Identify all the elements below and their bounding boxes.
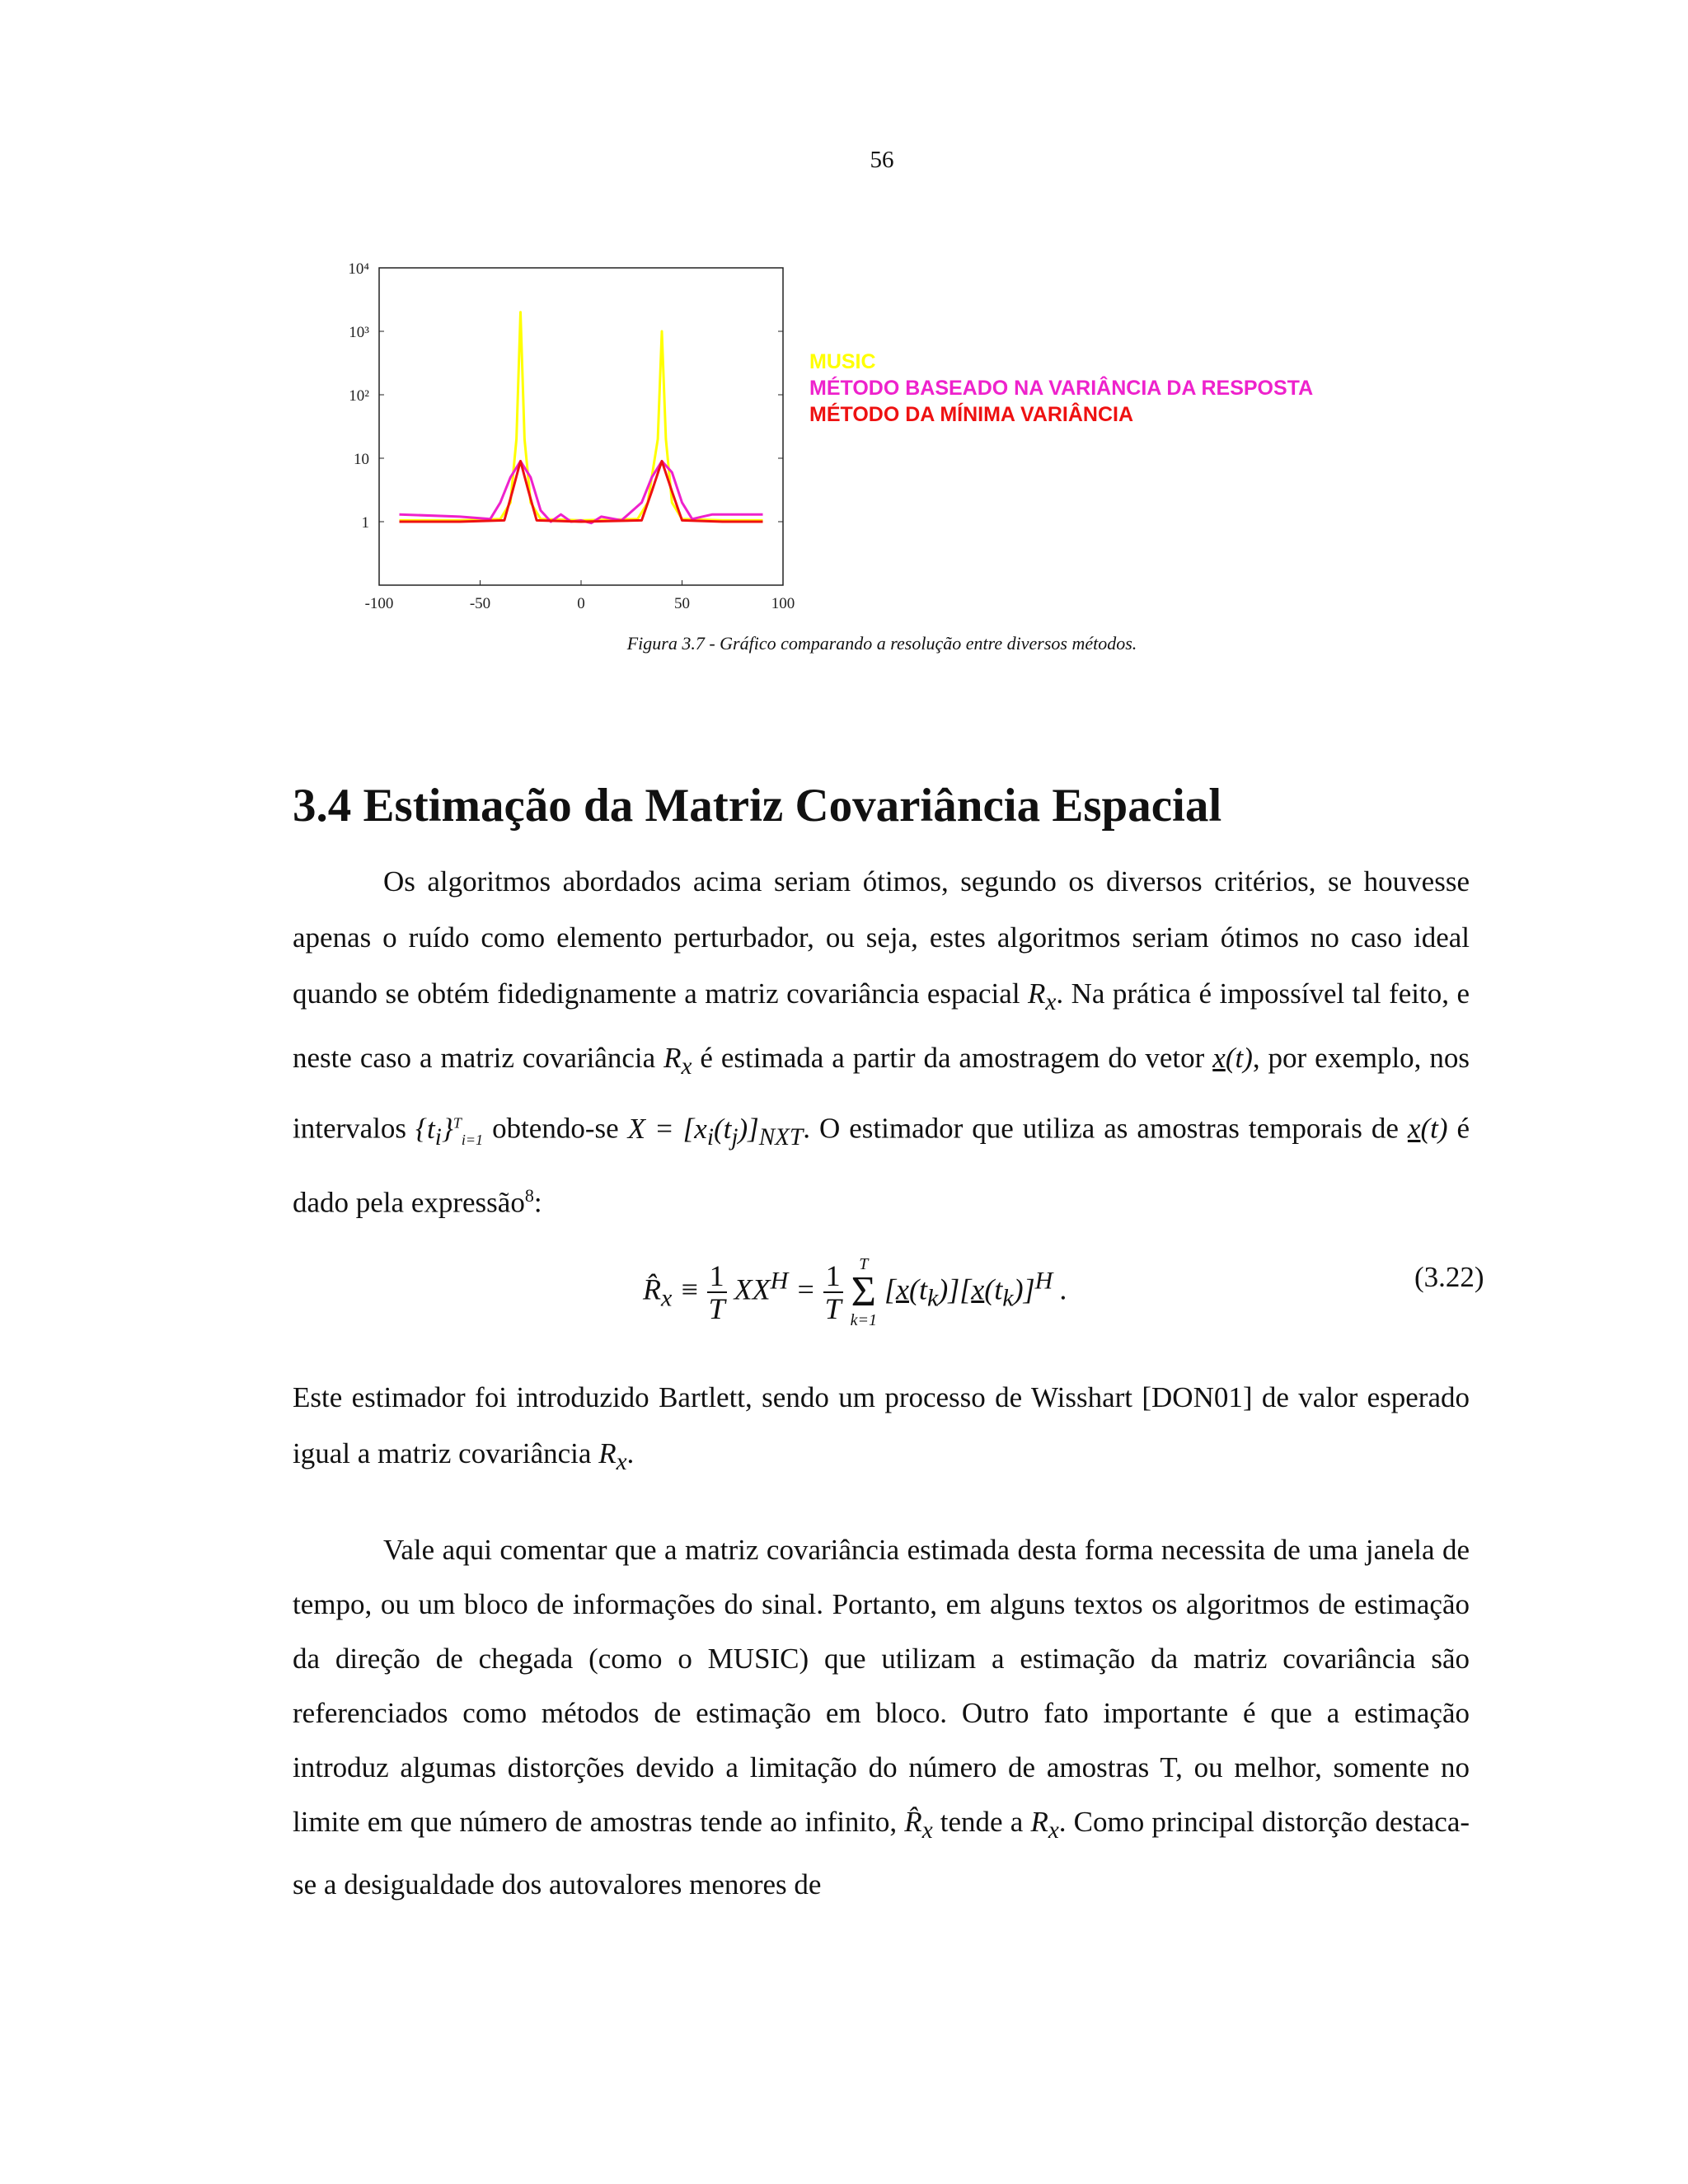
y-tick-label: 1 — [361, 514, 369, 532]
legend-minima-variancia: MÉTODO DA MÍNIMA VARIÂNCIA — [809, 403, 1134, 426]
chart-legend — [809, 349, 1313, 428]
paragraph-2: Este estimador foi introduzido Bartlett, sendo um processo de Wisshart [DON01] de valor esperado igual a matriz covariância $R_x$. — [293, 1381, 1470, 1475]
y-tick-label: 10² — [349, 387, 369, 405]
x-tick-label: 50 — [674, 595, 690, 612]
x-tick-label: 0 — [577, 595, 585, 612]
series-line-0 — [400, 312, 763, 521]
y-tick-label: 10⁴ — [348, 260, 369, 278]
page-number: 56 — [870, 147, 894, 173]
figure-caption: Figura 3.7 - Gráfico comparando a resolução entre diversos métodos. — [626, 633, 1137, 654]
plot-frame — [379, 268, 783, 585]
series-line-2 — [400, 462, 763, 523]
comparison-chart — [338, 255, 816, 626]
axis-ticks — [348, 260, 795, 612]
y-tick-label: 10 — [354, 451, 369, 468]
x-tick-label: -50 — [469, 595, 491, 612]
series-line-1 — [400, 462, 763, 523]
equation-number: (3.22) — [1414, 1261, 1484, 1293]
section-title: 3.4 Estimação da Matriz Covariância Espacial — [293, 780, 1222, 832]
x-tick-label: 100 — [771, 595, 795, 612]
legend-music: MUSIC — [809, 350, 876, 373]
legend-variancia-resposta: MÉTODO BASEADO NA VARIÂNCIA DA RESPOSTA — [809, 377, 1314, 400]
paragraph-1: Os algoritmos abordados acima seriam ótimos, segundo os diversos critérios, se houvesse apenas o ruído como elemento perturbador, ou seja, estes algoritmos seriam ótimos no caso ideal quando se obtém fidedignamente a matriz covariância espacial $R_x$. Na prática é impossível tal feito, e neste caso a matriz covariância $R_x$ é estimada a partir da amostragem do vetor x(t), por exemplo, nos intervalos $\{t_i\}^T_{i=1}$ obtendo-se $X = [x_i(t_j)]_{NXT}$. O estimador que utiliza as amostras temporais de x(t) é dado pela expressão$^8$: — [293, 865, 1470, 1219]
paragraph-3: Vale aqui comentar que a matriz covariância estimada desta forma necessita de uma janela de tempo, ou um bloco de informações do sinal. Portanto, em alguns textos os algoritmos de estimação da direção de chegada (como o MUSIC) que utilizam a estimação da matriz covariância são referenciados como métodos de estimação em bloco. Outro fato importante é que a estimação introduz algumas distorções devido a limitação do número de amostras T, ou melhor, somente no limite em que número de amostras tende ao infinito, $R̂_x$ tende a $R_x$. Como principal distorção destaca-se a desigualdade dos autovalores menores de — [293, 1534, 1470, 1900]
y-tick-label: 10³ — [349, 324, 369, 341]
x-tick-label: -100 — [364, 595, 394, 612]
equation-3-22: $R̂_x$ ≡ $\frac{1}{T}$ $XX^H$ = $\frac{1}{T}$ T Σ k=1 $[x(t_k)][x(t_k)]^H$ . — [643, 1255, 1068, 1329]
series-lines — [400, 312, 763, 523]
